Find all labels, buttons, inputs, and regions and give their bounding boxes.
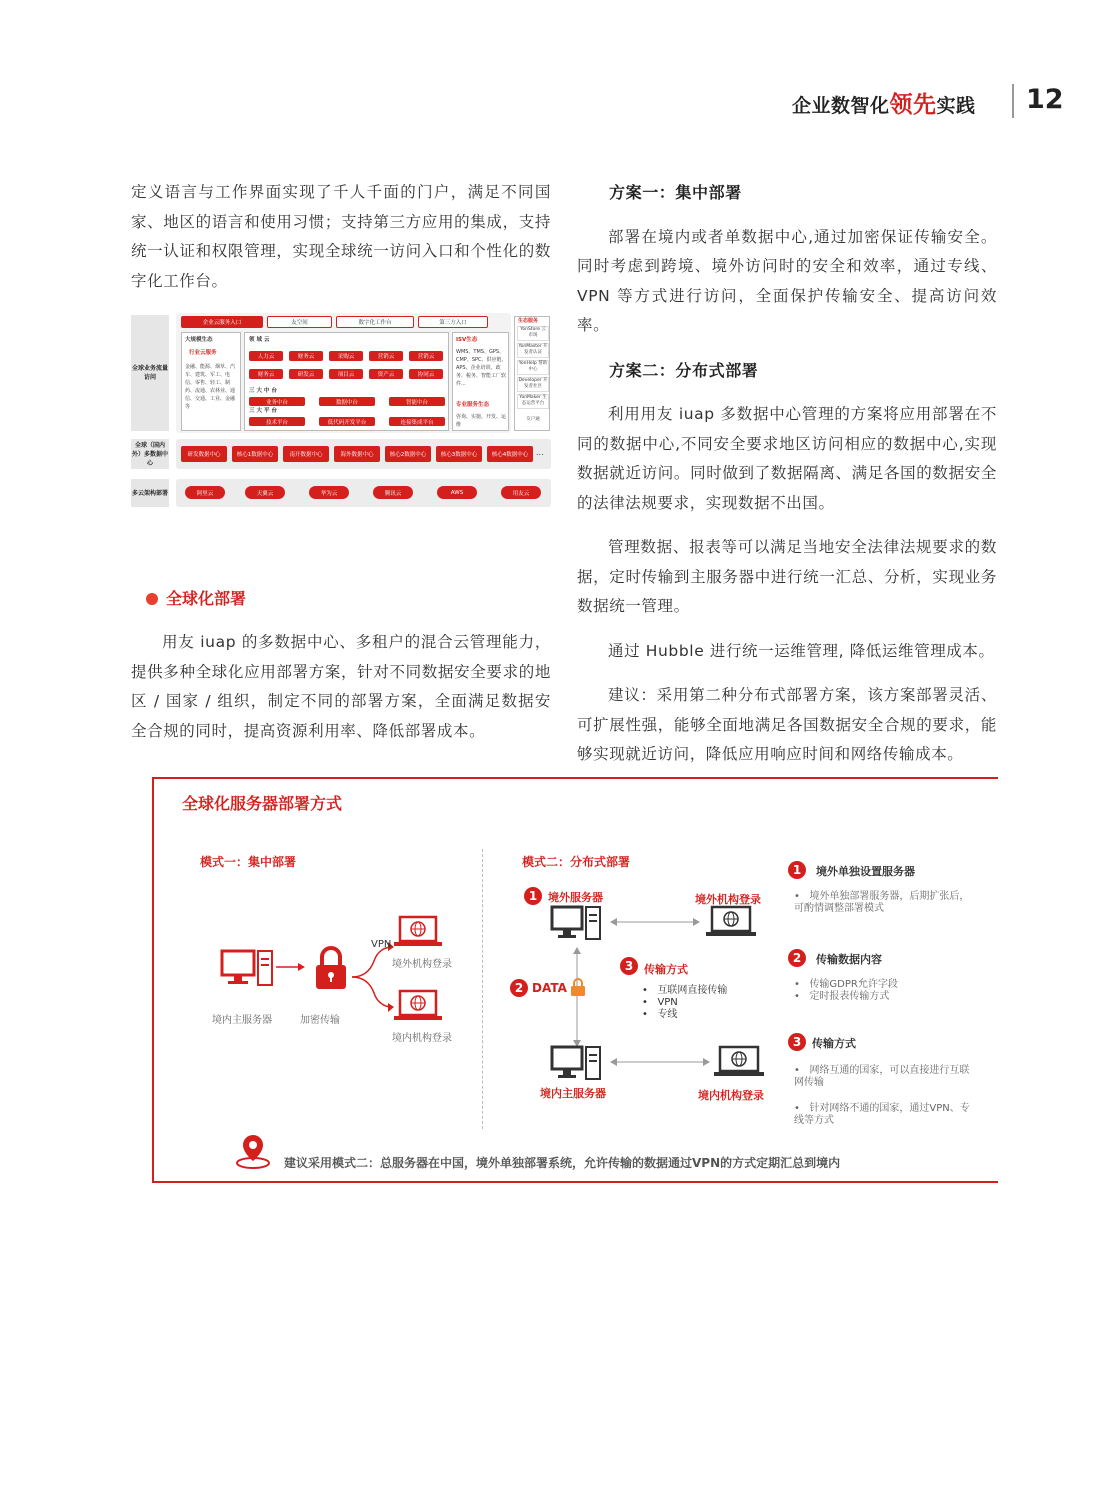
- figure-divider: [482, 849, 483, 1129]
- row-label-datacenters: 全球（国内外）多数据中心: [131, 439, 169, 469]
- eco-service-item: YonStore 云市场: [517, 326, 549, 341]
- architecture-diagram: [131, 313, 551, 510]
- three-platform-label: 三大平台: [249, 408, 280, 414]
- section-title: [146, 586, 246, 609]
- center-chip: 业务中台: [249, 397, 305, 406]
- header-divider: [1012, 84, 1014, 118]
- datacenter-chip: 核心4数据中心: [487, 446, 533, 462]
- cloud-provider-chip: AWS: [437, 486, 477, 499]
- brand-text-1: 企业数智化: [792, 95, 890, 117]
- datacenter-chip: 研发数据中心: [181, 446, 227, 462]
- server-computer-icon: [550, 905, 606, 945]
- number-badge-3: 3: [620, 957, 638, 975]
- platform-chip: 连接集成平台: [389, 417, 445, 426]
- figure-title: 全球化服务器部署方式: [182, 794, 343, 813]
- transfer-item: • VPN: [642, 997, 678, 1008]
- eco-service-item: 友户通: [526, 417, 540, 422]
- entry-tab-space: 友空间: [267, 316, 332, 328]
- platform-chip: 低代码开发平台: [319, 417, 375, 426]
- eco-service-item: YonMaster 开发者认证: [517, 343, 549, 358]
- datacenter-more: ...: [536, 448, 544, 457]
- transfer-item: • 专线: [642, 1009, 678, 1020]
- page-number: 12: [1026, 84, 1064, 115]
- eco-service-item: YonHelp 帮助中心: [517, 360, 549, 375]
- eco-service-item: YonMaker 生态运营平台: [517, 394, 549, 409]
- section-paragraph-block: [131, 628, 551, 761]
- plan2-text4: 建议：采用第二种分布式部署方案，该方案部署灵活、可扩展性强，能够全面地满足各国数据安全合规的要求，能够实现就近访问，降低应用响应时间和网络传输成本。: [577, 686, 997, 763]
- number-badge-1: 1: [788, 861, 806, 879]
- overseas-server-label: 境外服务器: [548, 891, 603, 904]
- right-column: [577, 178, 997, 785]
- isv-text: WMS、TMS、GPS、CMP、SPC、供应链、APS、企业培训、政务、税务、智能工厂软件...: [456, 349, 507, 387]
- datacenter-chip: 海外数据中心: [334, 446, 380, 462]
- cloud-provider-chip: 华为云: [309, 486, 349, 499]
- right-item-title: 境外单独设置服务器: [816, 865, 915, 878]
- laptop-globe-icon: [706, 905, 756, 939]
- platform-chip: 技术平台: [249, 417, 305, 426]
- cloud-chip: 资产云: [369, 369, 403, 379]
- datacenter-chip: 南开数据中心: [283, 446, 329, 462]
- mode1-login-top: 境外机构登录: [392, 959, 452, 970]
- cloud-provider-chip: 天翼云: [245, 486, 285, 499]
- plan1-title: 方案一：集中部署: [609, 183, 742, 202]
- cloud-provider-chip: 阿里云: [185, 486, 225, 499]
- overseas-login-label: 境外机构登录: [695, 893, 761, 906]
- double-arrow-icon: [610, 1057, 710, 1067]
- entry-tab-enterprise: 企业云服务入口: [181, 316, 263, 328]
- mode1-encrypt-label: 加密传输: [300, 1015, 340, 1026]
- cloud-chip: 财务云: [289, 351, 323, 361]
- brand-text-red: 领先: [889, 92, 937, 118]
- section-paragraph: 用友 iuap 的多数据中心、多租户的混合云管理能力，提供多种全球化应用部署方案，针对不同数据安全要求的地区 / 国家 / 组织，制定不同的部署方案，全面满足数据安全合规的同时，提高资源利用率、降低部署成本。: [131, 633, 551, 740]
- domestic-login-label: 境内机构登录: [698, 1089, 764, 1102]
- cloud-chip: 营销云: [409, 351, 443, 361]
- vertical-double-arrow-icon: [572, 947, 582, 1047]
- industry-service: 行业云服务: [189, 350, 217, 356]
- transfer-list: [642, 985, 727, 1021]
- transfer-item: • 互联网直接传输: [642, 985, 728, 996]
- server-computer-icon: [220, 947, 276, 995]
- data-label: DATA: [532, 981, 567, 995]
- pro-text: 咨询、实施、开发、运维: [456, 414, 507, 428]
- datacenter-chip: 核心2数据中心: [385, 446, 431, 462]
- lock-icon: [314, 945, 348, 991]
- entry-tab-third-party: 第三方入口: [418, 316, 488, 328]
- right-item-bullet: • 境外单独部署服务器，后期扩张后，可酌情调整部署模式: [794, 891, 970, 914]
- right-item-bullets: [794, 979, 898, 1003]
- datacenter-chip: 核心3数据中心: [436, 446, 482, 462]
- mode1-vpn-label: VPN: [371, 939, 392, 950]
- plan1-text: 部署在境内或者单数据中心,通过加密保证传输安全。同时考虑到跨境、境外访问时的安全和效率，通过专线、VPN 等方式进行访问，全面保护传输安全、提高访问效率。: [577, 227, 997, 334]
- industry-text: 金融、能源、烟草、汽车、建筑、军工、电信、零售、轻工、制药、流通、农林业、通信、交通、工业、金融等: [185, 364, 236, 410]
- bullet-dot-icon: [146, 593, 158, 605]
- deployment-figure: [152, 777, 998, 1183]
- center-chip: 数据中台: [319, 397, 375, 406]
- cloud-provider-chip: 腾讯云: [373, 486, 413, 499]
- three-center-label: 三大中台: [249, 388, 280, 394]
- cloud-chip: 营销云: [369, 351, 403, 361]
- mode1-server-label: 境内主服务器: [212, 1015, 272, 1026]
- intro-paragraph-block: [131, 178, 551, 311]
- double-arrow-icon: [610, 917, 700, 927]
- plan2-text1: 利用用友 iuap 多数据中心管理的方案将应用部署在不同的数据中心,不同安全要求地区访问相应的数据中心,实现数据就近访问。同时做到了数据隔离、满足各国的数据安全的法律法规要求，实现数据不出国。: [577, 405, 997, 512]
- isv-title: ISV生态: [456, 337, 478, 343]
- cloud-chip: 人力云: [249, 351, 283, 361]
- eco-services-title: 生态服务: [518, 318, 539, 324]
- lock-icon: [570, 977, 586, 997]
- cloud-chip: 采购云: [329, 351, 363, 361]
- domain-cloud: 领域云: [249, 337, 272, 343]
- arrow-right-icon: [276, 962, 306, 972]
- eco-title: 大规模生态: [185, 337, 213, 343]
- section-title-text: 全球化部署: [166, 589, 247, 608]
- cloud-chip: 协同云: [409, 369, 443, 379]
- plan2-text2: 管理数据、报表等可以满足当地安全法律法规要求的数据，定时传输到主服务器中进行统一汇总、分析，实现业务数据统一管理。: [577, 538, 997, 615]
- cloud-chip: 财务云: [249, 369, 283, 379]
- right-item-bullet: • 针对网络不通的国家，通过VPN、专线等方式: [794, 1103, 970, 1126]
- datacenter-chip: 核心1数据中心: [232, 446, 278, 462]
- number-badge-2: 2: [510, 979, 528, 997]
- location-pin-icon: [234, 1133, 272, 1171]
- entry-tab-workbench: 数字化工作台: [336, 316, 414, 328]
- right-item-bullet: • 传输GDPR允许字段: [794, 979, 898, 990]
- pro-service: 专业服务生态: [456, 402, 490, 408]
- domestic-server-label: 境内主服务器: [540, 1087, 606, 1100]
- header-brand: [792, 86, 976, 119]
- cloud-chip: 项目云: [329, 369, 363, 379]
- laptop-globe-icon: [394, 915, 442, 949]
- mode2-title: 模式二：分布式部署: [522, 855, 631, 869]
- laptop-globe-icon: [394, 989, 442, 1023]
- mode1-title: 模式一：集中部署: [200, 855, 297, 869]
- cloud-provider-chip: 用友云: [501, 486, 541, 499]
- number-badge-1: 1: [524, 887, 542, 905]
- bottom-note: 建议采用模式二：总服务器在中国，境外单独部署系统，允许传输的数据通过VPN的方式定期汇总到境内: [284, 1156, 841, 1170]
- right-item-bullet: • 定时报表传输方式: [794, 991, 890, 1002]
- cloud-row-bg: [176, 479, 551, 507]
- plan2-text3: 通过 Hubble 进行统一运维管理, 降低运维管理成本。: [608, 641, 995, 660]
- right-item-title: 传输方式: [812, 1037, 856, 1050]
- transfer-title: 传输方式: [644, 963, 688, 976]
- right-item-bullet: • 网络互通的国家，可以直接进行互联网传输: [794, 1065, 970, 1088]
- plan2-title: 方案二：分布式部署: [609, 360, 759, 380]
- cloud-chip: 研发云: [289, 369, 323, 379]
- number-badge-2: 2: [788, 949, 806, 967]
- mode1-login-bottom: 境内机构登录: [392, 1033, 452, 1044]
- eco-service-item: Developer 开发者社区: [517, 377, 549, 392]
- center-chip: 智能中台: [389, 397, 445, 406]
- brand-text-2: 实践: [936, 95, 976, 117]
- row-label-multicloud: 多云架构部署: [131, 479, 169, 507]
- right-item-title: 传输数据内容: [816, 953, 882, 966]
- server-computer-icon: [550, 1045, 606, 1085]
- laptop-globe-icon: [714, 1045, 764, 1079]
- number-badge-3: 3: [788, 1033, 806, 1051]
- intro-paragraph: 定义语言与工作界面实现了千人千面的门户，满足不同国家、地区的语言和使用习惯；支持第三方应用的集成，支持统一认证和权限管理，实现全球统一访问入口和个性化的数字化工作台。: [131, 183, 551, 290]
- row-label-traffic: 全球业务流量访问: [131, 315, 169, 431]
- branch-arrows-icon: [350, 939, 394, 1015]
